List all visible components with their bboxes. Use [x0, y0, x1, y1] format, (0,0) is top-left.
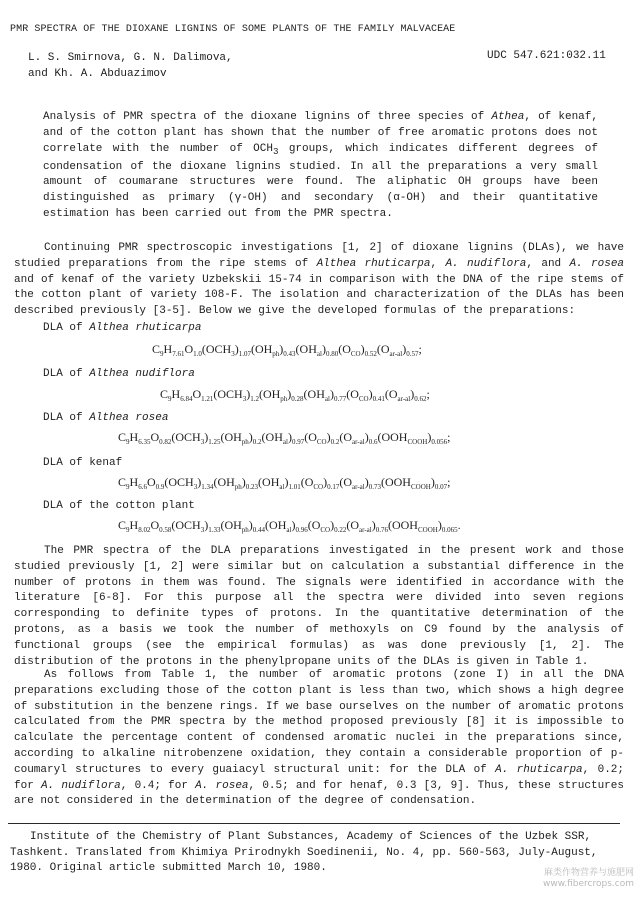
footnote-line-1: Institute of the Chemistry of Plant Substances, Academy of Sciences of the Uzbek SSR,	[30, 831, 592, 843]
footnote	[10, 830, 622, 877]
formula-label-5: DLA of the cotton plant	[43, 500, 195, 512]
body-paragraph-2: As follows from Table 1, the number of aromatic protons (zone I) in all the DNA preparations excluding those of the cotton plant is less than two, which shows a high degree of substitution in the benzene rings. If we base ourselves on the number of aromatic protons calculated from the PMR spectra by the method proposed previously [8] it is impossible to calculate the percentage content of condensed aromatic nuclei in the preparations since, according to alkaline nitrobenzene oxidation, they contain a considerable proportion of p-coumaryl structures to every guaiacyl structural unit: for the DLA of A. rhuticarpa, 0.2; for A. nudiflora, 0.4; for A. rosea, 0.5; and for henaf, 0.3 [3, 9]. Thus, these structures are not considered in the determination of the degree of condensation.	[14, 669, 624, 808]
body-paragraph-1: The PMR spectra of the DLA preparations investigated in the present work and those studied previously [1, 2] were similar but on calculation a substantial difference in the number of protons in them was found. The signals were identified in accordance with the literature [6-8]. For this purpose all the spectra were divided into seven regions corresponding to definite types of protons. In the quantitative determination of the protons, as a basis we took the number of methoxyls on C9 found by the analysis of functional groups (see the empirical formulas) as was done previously [1, 2]. The distribution of the protons in the phenylpropane units of the DLAs is given in Table 1.	[14, 545, 624, 668]
intro-species-2: A. nudiflora	[445, 257, 527, 270]
abstract-text-3: groups, which indicates different degrees of condensation of the dioxane lignins studied. In all the preparations a very small amount of coumarane structures were found. The aliphatic OH groups have been distinguished as primary (γ-OH) and secondary (α-OH) and their quantitative estimation has been carried out from the PMR spectra.	[43, 142, 598, 220]
footnote-divider	[8, 823, 620, 824]
paper-title: PMR SPECTRA OF THE DIOXANE LIGNINS OF SOME PLANTS OF THE FAMILY MALVACEAE	[10, 24, 456, 35]
intro-species-3: A. rosea	[569, 257, 625, 270]
formula-label-4: DLA of kenaf	[43, 457, 123, 469]
intro-text-1: Continuing PMR spectroscopic investigations [1, 2] of dioxane lignins (DLAs), we have studied preparations from the ripe stems of	[14, 242, 624, 270]
body-species-a: A. rhuticarpa	[495, 763, 583, 776]
formula-4: $C_9H_{6.6}O_{0.9}(OCH_3)_{1.34}(OH_{ph})_{0.23}(OH_{al})_{1.01}(O_{CO})_{0.17}(O_{ar-al})_{0.73}(OOH_{COOH})_{0.07}$;	[118, 475, 451, 491]
intro-comma-1: ,	[430, 257, 446, 270]
udc-code: UDC 547.621:032.11	[487, 50, 606, 62]
formula-2: $C_9H_{6.84}O_{1.21}(OCH_3)_{1.2}(OH_{ph})_{0.28}(OH_{al})_{0.77}(O_{CO})_{0.41}(O_{ar-al})_{0.62}$;	[160, 387, 430, 403]
abstract-sub: 3	[272, 145, 279, 157]
formula-label-3: DLA of Althea rosea	[43, 412, 169, 424]
abstract-text-2: , of kenaf, and of the cotton plant has shown that the number of free aromatic protons does not correlate with the number of OCH	[43, 111, 598, 155]
abstract-text-1: Analysis of PMR spectra of the dioxane lignins of three species of	[43, 111, 492, 123]
authors-line-2: and Kh. A. Abduazimov	[28, 68, 167, 80]
intro-species-1: Althea rhuticarpa	[316, 257, 431, 270]
footnote-line-3: 1980. Original article submitted March 10, 1980.	[10, 862, 327, 875]
formula-5: $C_9H_{8.02}O_{0.58}(OCH_3)_{1.33}(OH_{ph})_{0.44}(OH_{al})_{0.96}(O_{CO})_{0.22}(O_{ar-al})_{0.76}(OOH_{COOH})_{0.065}$.	[118, 518, 461, 534]
author-list	[28, 50, 233, 82]
formula-1: $C_9H_{7.61}O_{1.0}(OCH_3)_{1.07}(OH_{ph})_{0.43}(OH_{al})_{0.80}(O_{CO})_{0.52}(O_{ar-al})_{0.57}$;	[152, 342, 422, 358]
body-species-c: A. rosea	[195, 779, 249, 792]
formula-label-1: DLA of Althea rhuticarpa	[43, 322, 202, 334]
abstract	[43, 110, 598, 223]
authors-line-1: L. S. Smirnova, G. N. Dalimova,	[28, 52, 233, 64]
watermark: 麻类作物营养与施肥网 www.fibercrops.com	[543, 868, 634, 889]
abstract-genus: Athea	[491, 111, 525, 123]
body-species-b: A. nudiflora	[40, 779, 121, 792]
footnote-line-2: Tashkent. Translated from Khimiya Prirodnykh Soedinenii, No. 4, pp. 560-563, July-August,	[10, 846, 598, 859]
formula-3: $C_9H_{6.35}O_{0.82}(OCH_3)_{1.25}(OH_{ph})_{0.2}(OH_{al})_{0.97}(O_{CO})_{0.2}(O_{ar-al})_{0.6}(OOH_{COOH})_{0.056}$;	[118, 430, 451, 446]
intro-text-2: and of kenaf of the variety Uzbekskii 15-74 in comparison with the DNA of the ripe stems of the cotton plant of variety 108-F. The isolation and characterization of the DLAs has been described previously [3-5]. Below we give the developed formulas of the preparations:	[14, 273, 624, 318]
intro-comma-2: , and	[526, 257, 570, 270]
intro-paragraph	[14, 241, 624, 320]
formula-label-2: DLA of Althea nudiflora	[43, 368, 195, 380]
